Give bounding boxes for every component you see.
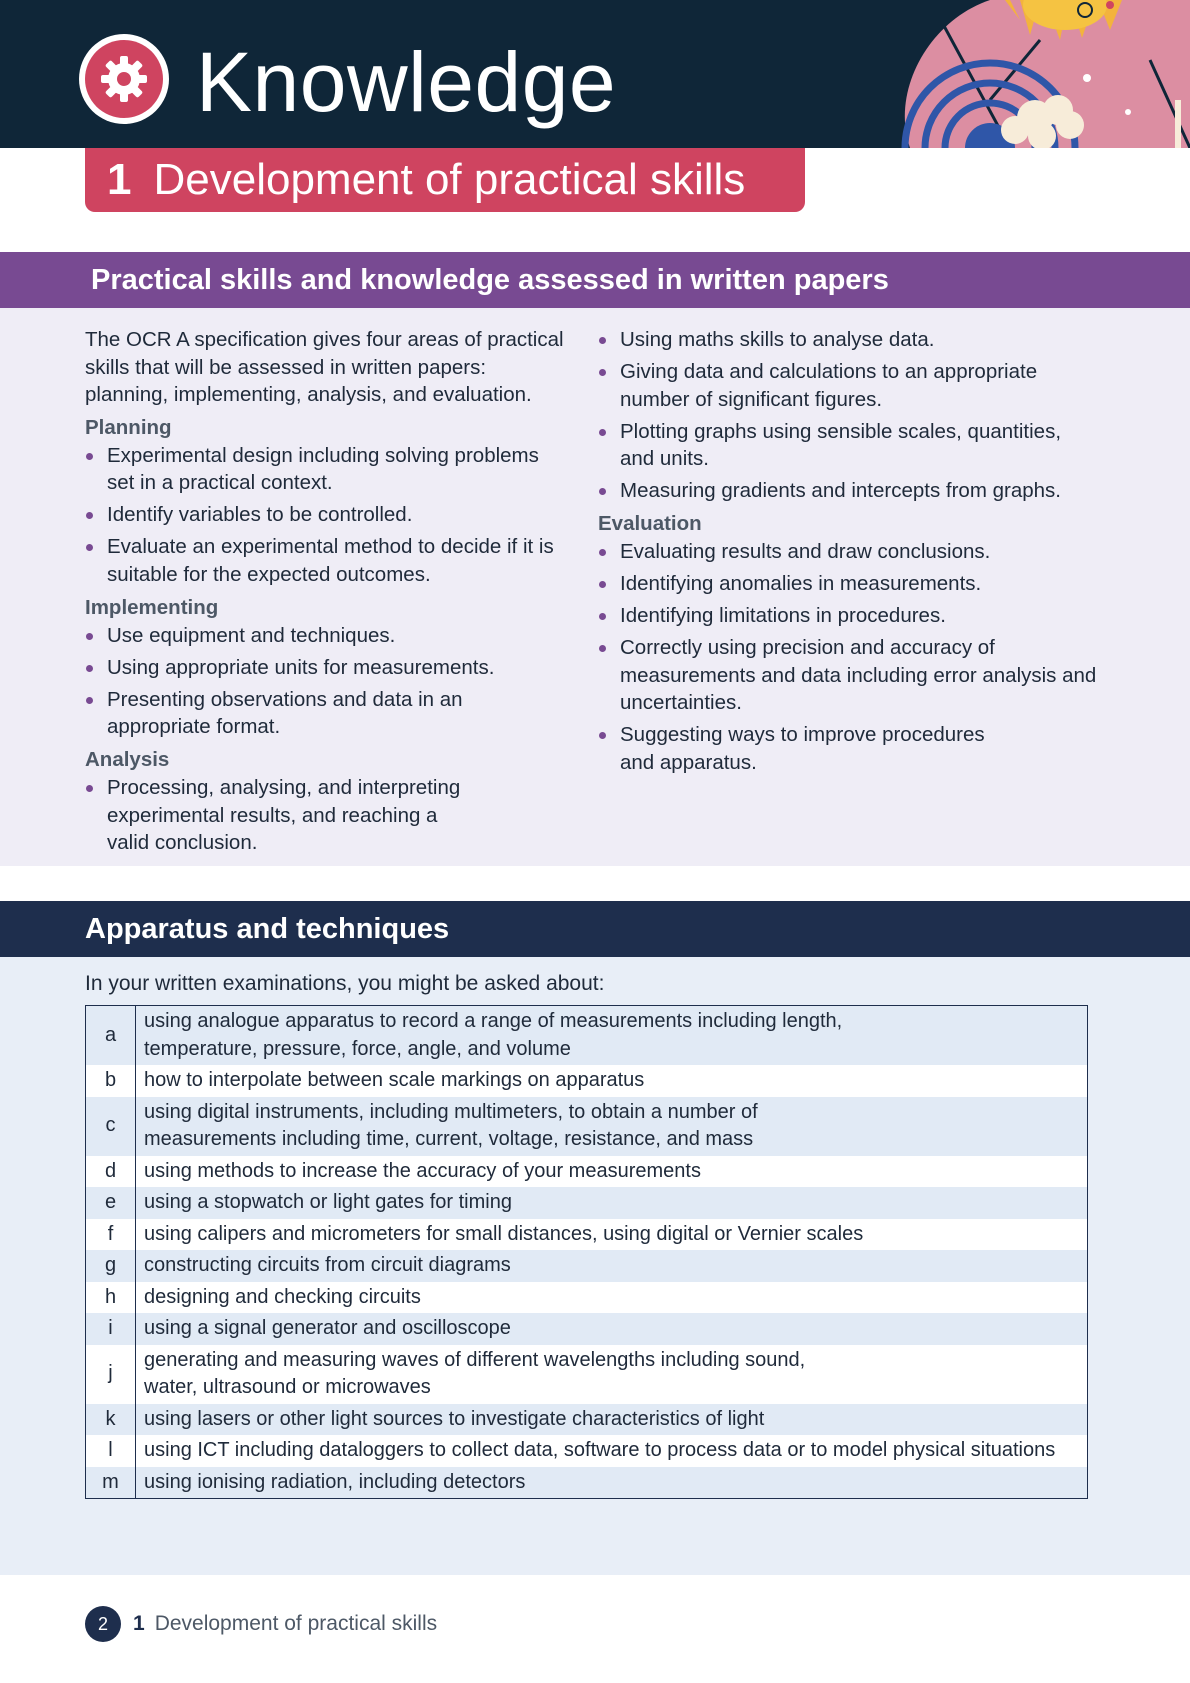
- gear-icon: [98, 53, 150, 105]
- row-letter: e: [86, 1187, 136, 1219]
- left-column: [85, 326, 565, 861]
- row-letter: b: [86, 1065, 136, 1097]
- chapter-title-tab: [85, 148, 805, 212]
- row-text: how to interpolate between scale markings on apparatus: [136, 1065, 1088, 1097]
- row-text: using a signal generator and oscilloscope: [136, 1313, 1088, 1345]
- row-letter: k: [86, 1404, 136, 1436]
- table-row: [86, 1282, 1088, 1314]
- table-row: [86, 1065, 1088, 1097]
- row-letter: i: [86, 1313, 136, 1345]
- table-row: [86, 1467, 1088, 1499]
- table-row: [86, 1404, 1088, 1436]
- list-item: Using maths skills to analyse data.: [598, 326, 1098, 354]
- table-row: [86, 1097, 1088, 1156]
- row-text: using lasers or other light sources to investigate characteristics of light: [136, 1404, 1088, 1436]
- section-heading-apparatus: Apparatus and techniques: [0, 901, 1190, 957]
- table-row: [86, 1435, 1088, 1467]
- row-text: constructing circuits from circuit diagrams: [136, 1250, 1088, 1282]
- analysis-list-part1: [85, 774, 565, 857]
- row-letter: h: [86, 1282, 136, 1314]
- list-item: Identifying limitations in procedures.: [598, 602, 1098, 630]
- row-letter: g: [86, 1250, 136, 1282]
- row-text: designing and checking circuits: [136, 1282, 1088, 1314]
- page-footer: [85, 1606, 437, 1642]
- implementing-heading: Implementing: [85, 595, 219, 619]
- evaluation-heading: Evaluation: [598, 512, 702, 535]
- row-letter: a: [86, 1006, 136, 1066]
- page-title: Knowledge: [196, 35, 617, 129]
- list-item: Experimental design including solving problems set in a practical context.: [85, 442, 565, 497]
- list-item: Plotting graphs using sensible scales, quantities, and units.: [598, 418, 1098, 473]
- row-text: using methods to increase the accuracy of your measurements: [136, 1156, 1088, 1188]
- list-item: Presenting observations and data in an appropriate format.: [85, 686, 565, 741]
- list-item: Use equipment and techniques.: [85, 622, 565, 650]
- list-item: Giving data and calculations to an appropriate number of significant figures.: [598, 358, 1098, 413]
- chapter-number: 1: [107, 155, 132, 204]
- table-row: [86, 1219, 1088, 1251]
- footer-chapter-number: 1: [133, 1612, 145, 1635]
- list-item: Processing, analysing, and interpreting experimental results, and reaching a valid conclusion.: [85, 774, 467, 857]
- row-letter: d: [86, 1156, 136, 1188]
- section-practical-skills: [0, 308, 1190, 866]
- apparatus-intro: In your written examinations, you might be asked about:: [85, 972, 605, 995]
- table-row: [86, 1187, 1088, 1219]
- table-row: [86, 1156, 1088, 1188]
- evaluation-list: [598, 538, 1098, 776]
- planning-heading: Planning: [85, 415, 172, 439]
- table-row: [86, 1006, 1088, 1066]
- chapter-title: Development of practical skills: [153, 155, 746, 204]
- row-letter: c: [86, 1097, 136, 1156]
- row-text: using a stopwatch or light gates for timing: [136, 1187, 1088, 1219]
- row-text: using ICT including dataloggers to collect data, software to process data or to model physical situations: [136, 1435, 1088, 1467]
- implementing-list: [85, 622, 565, 741]
- list-item: Using appropriate units for measurements.: [85, 654, 565, 682]
- list-item: Correctly using precision and accuracy of measurements and data including error analysis and uncertainties.: [598, 634, 1098, 717]
- list-item: Identifying anomalies in measurements.: [598, 570, 1098, 598]
- row-letter: m: [86, 1467, 136, 1499]
- section-apparatus: [0, 957, 1190, 1575]
- list-item: Suggesting ways to improve procedures and apparatus.: [598, 721, 1000, 776]
- analysis-list-part2: [598, 326, 1098, 505]
- header-band: [0, 0, 1190, 148]
- footer-chapter-title: Development of practical skills: [154, 1612, 438, 1635]
- row-text: using digital instruments, including multimeters, to obtain a number of measurements including time, current, voltage, resistance, and mass: [136, 1097, 1088, 1156]
- decorative-sun-illustration: [870, 0, 1190, 148]
- row-text: using analogue apparatus to record a range of measurements including length, temperature, pressure, force, angle, and volume: [136, 1006, 1088, 1066]
- analysis-heading: Analysis: [85, 748, 170, 771]
- table-row: [86, 1250, 1088, 1282]
- list-item: Measuring gradients and intercepts from graphs.: [598, 477, 1098, 505]
- list-item: Identify variables to be controlled.: [85, 501, 565, 529]
- table-row: [86, 1313, 1088, 1345]
- row-letter: f: [86, 1219, 136, 1251]
- row-letter: l: [86, 1435, 136, 1467]
- row-text: using calipers and micrometers for small distances, using digital or Vernier scales: [136, 1219, 1088, 1251]
- section-intro: The OCR A specification gives four areas of practical skills that will be assessed in written papers: planning, implementing, analysis, and evaluation.: [85, 328, 564, 406]
- row-letter: j: [86, 1345, 136, 1404]
- section-heading-practical-skills: Practical skills and knowledge assessed in written papers: [0, 252, 1190, 308]
- right-column: [598, 326, 1098, 781]
- list-item: Evaluating results and draw conclusions.: [598, 538, 1098, 566]
- gear-badge: [79, 34, 169, 124]
- row-text: using ionising radiation, including detectors: [136, 1467, 1088, 1499]
- list-item: Evaluate an experimental method to decide if it is suitable for the expected outcomes.: [85, 533, 565, 588]
- table-row: [86, 1345, 1088, 1404]
- apparatus-table: [85, 1005, 1088, 1499]
- planning-list: [85, 442, 565, 589]
- page-number: 2: [85, 1606, 121, 1642]
- row-text: generating and measuring waves of different wavelengths including sound, water, ultrasound or microwaves: [136, 1345, 1088, 1404]
